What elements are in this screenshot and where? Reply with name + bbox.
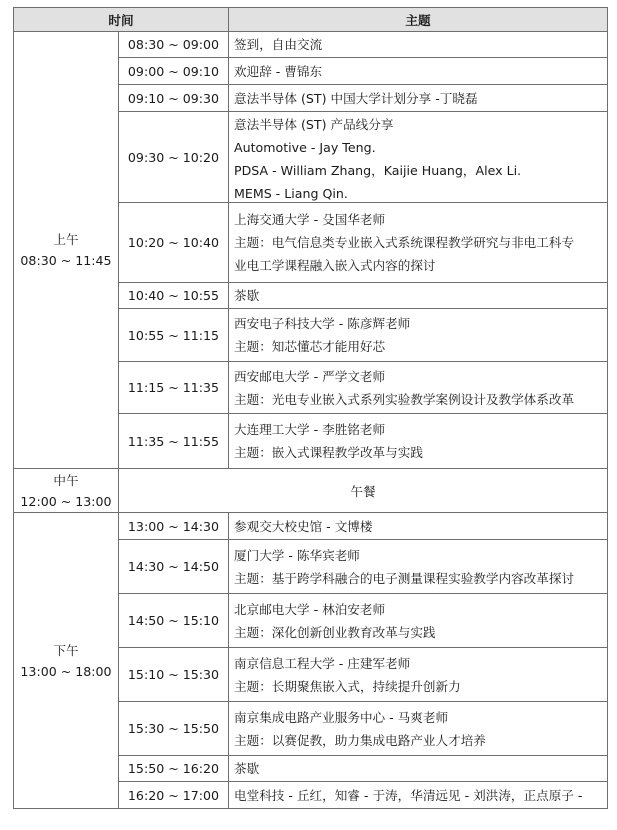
topic-line: 参观交大校史馆 - 文博楼	[234, 518, 373, 534]
time-slot: 13:00 ~ 14:30	[119, 513, 229, 540]
topic-lines	[234, 365, 607, 411]
topic-line: 欢迎辞 - 曹锦东	[234, 63, 323, 79]
topic-line: 上海交通大学 - 殳国华老师	[234, 212, 386, 227]
topic-line: 签到，自由交流	[234, 37, 323, 52]
topic-cell	[229, 414, 608, 469]
topic-cell	[229, 203, 608, 283]
topic-lines	[234, 87, 607, 110]
topic-lines	[234, 784, 607, 807]
topic-line: PDSA - William Zhang，Kaijie Huang，Alex Li.	[234, 162, 522, 178]
session-range: 08:30 ~ 11:45	[20, 253, 112, 268]
time-slot: 15:30 ~ 15:50	[119, 702, 229, 756]
time-slot: 10:55 ~ 11:15	[119, 309, 229, 362]
topic-line: 南京集成电路产业服务中心 - 马爽老师	[234, 709, 449, 725]
time-slot: 11:15 ~ 11:35	[119, 362, 229, 414]
topic-line: 西安邮电大学 - 严学文老师	[234, 368, 386, 384]
topic-cell	[229, 702, 608, 756]
time-slot: 09:10 ~ 09:30	[119, 85, 229, 112]
topic-line: MEMS - Liang Qin.	[234, 185, 348, 201]
afternoon-session-cell	[14, 513, 119, 809]
topic-line: 主题：以赛促教，助力集成电路产业人才培养	[234, 732, 486, 748]
topic-cell	[229, 283, 608, 309]
topic-line: 主题：知芯懂芯才能用好芯	[234, 339, 386, 354]
topic-cell	[229, 362, 608, 414]
header-row	[14, 8, 608, 32]
topic-line: 主题：长期聚焦嵌入式，持续提升创新力	[234, 678, 461, 694]
topic-cell	[229, 309, 608, 362]
topic-line: 茶歇	[234, 761, 260, 776]
topic-lines	[234, 544, 607, 590]
topic-cell	[229, 540, 608, 594]
topic-cell	[229, 513, 608, 540]
topic-line: 茶歇	[234, 288, 260, 303]
noon-session-cell	[14, 469, 119, 513]
topic-lines	[234, 284, 607, 307]
session-range: 12:00 ~ 13:00	[20, 493, 112, 509]
topic-cell	[229, 594, 608, 648]
topic-line: 主题：电气信息类专业嵌入式系统课程教学研究与非电工科专	[234, 235, 575, 250]
time-slot: 09:00 ~ 09:10	[119, 58, 229, 85]
topic-lines	[234, 652, 607, 698]
time-slot: 09:30 ~ 10:20	[119, 112, 229, 203]
topic-cell	[229, 58, 608, 85]
time-column-header: 时间	[14, 8, 229, 32]
session-label: 中午	[53, 472, 79, 488]
topic-cell	[229, 756, 608, 782]
session-range: 13:00 ~ 18:00	[20, 663, 112, 679]
topic-lines	[234, 113, 607, 202]
topic-cell	[229, 112, 608, 203]
topic-line: 意法半导体 (ST) 产品线分享	[234, 116, 394, 132]
time-slot: 16:20 ~ 17:00	[119, 782, 229, 809]
topic-line: 主题：深化创新创业教育改革与实践	[234, 624, 436, 640]
topic-line: 西安电子科技大学 - 陈彦辉老师	[234, 316, 411, 331]
topic-lines	[234, 33, 607, 56]
topic-cell	[229, 648, 608, 702]
topic-lines	[234, 60, 607, 83]
agenda-body	[14, 32, 608, 809]
topic-line: 业电工学课程融入嵌入式内容的探讨	[234, 258, 436, 273]
topic-lines	[234, 312, 607, 358]
topic-cell	[229, 85, 608, 112]
topic-lines	[234, 418, 607, 464]
topic-lines	[234, 208, 607, 277]
topic-line: 主题：基于跨学科融合的电子测量课程实验教学内容改革探讨	[234, 570, 575, 586]
time-slot: 14:50 ~ 15:10	[119, 594, 229, 648]
topic-line: Automotive - Jay Teng.	[234, 139, 376, 155]
time-slot: 15:50 ~ 16:20	[119, 756, 229, 782]
topic-line: 主题：嵌入式课程教学改革与实践	[234, 445, 423, 460]
topic-lines	[234, 706, 607, 752]
topic-line: 厦门大学 - 陈华宾老师	[234, 547, 360, 563]
topic-line: 南京信息工程大学 - 庄建军老师	[234, 655, 411, 671]
time-slot: 14:30 ~ 14:50	[119, 540, 229, 594]
session-label: 下午	[53, 642, 79, 658]
topic-line: 意法半导体 (ST) 中国大学计划分享 -丁晓磊	[234, 90, 478, 106]
time-slot: 11:35 ~ 11:55	[119, 414, 229, 469]
topic-lines	[234, 515, 607, 538]
agenda-table	[13, 7, 608, 809]
agenda-document	[13, 7, 607, 809]
topic-line: 大连理工大学 - 李胜铭老师	[234, 422, 386, 437]
topic-line: 北京邮电大学 - 林泊安老师	[234, 601, 386, 617]
schedule-row	[14, 32, 608, 58]
schedule-row	[14, 513, 608, 540]
time-slot: 10:20 ~ 10:40	[119, 203, 229, 283]
time-slot: 10:40 ~ 10:55	[119, 283, 229, 309]
topic-cell	[229, 782, 608, 809]
morning-session-cell	[14, 32, 119, 469]
topic-line: 主题：光电专业嵌入式系列实验教学案例设计及教学体系改革	[234, 391, 575, 407]
time-slot: 15:10 ~ 15:30	[119, 648, 229, 702]
topic-lines	[234, 598, 607, 644]
session-label: 上午	[53, 232, 79, 247]
topic-line: 电堂科技 - 丘红，知睿 - 于涛，华清远见 - 刘洪涛，正点原子 -	[234, 787, 583, 803]
topic-lines	[234, 757, 607, 780]
lunch-row	[14, 469, 608, 513]
topic-cell	[229, 32, 608, 58]
lunch-cell: 午餐	[119, 469, 608, 513]
time-slot: 08:30 ~ 09:00	[119, 32, 229, 58]
topic-column-header: 主题	[229, 8, 608, 32]
